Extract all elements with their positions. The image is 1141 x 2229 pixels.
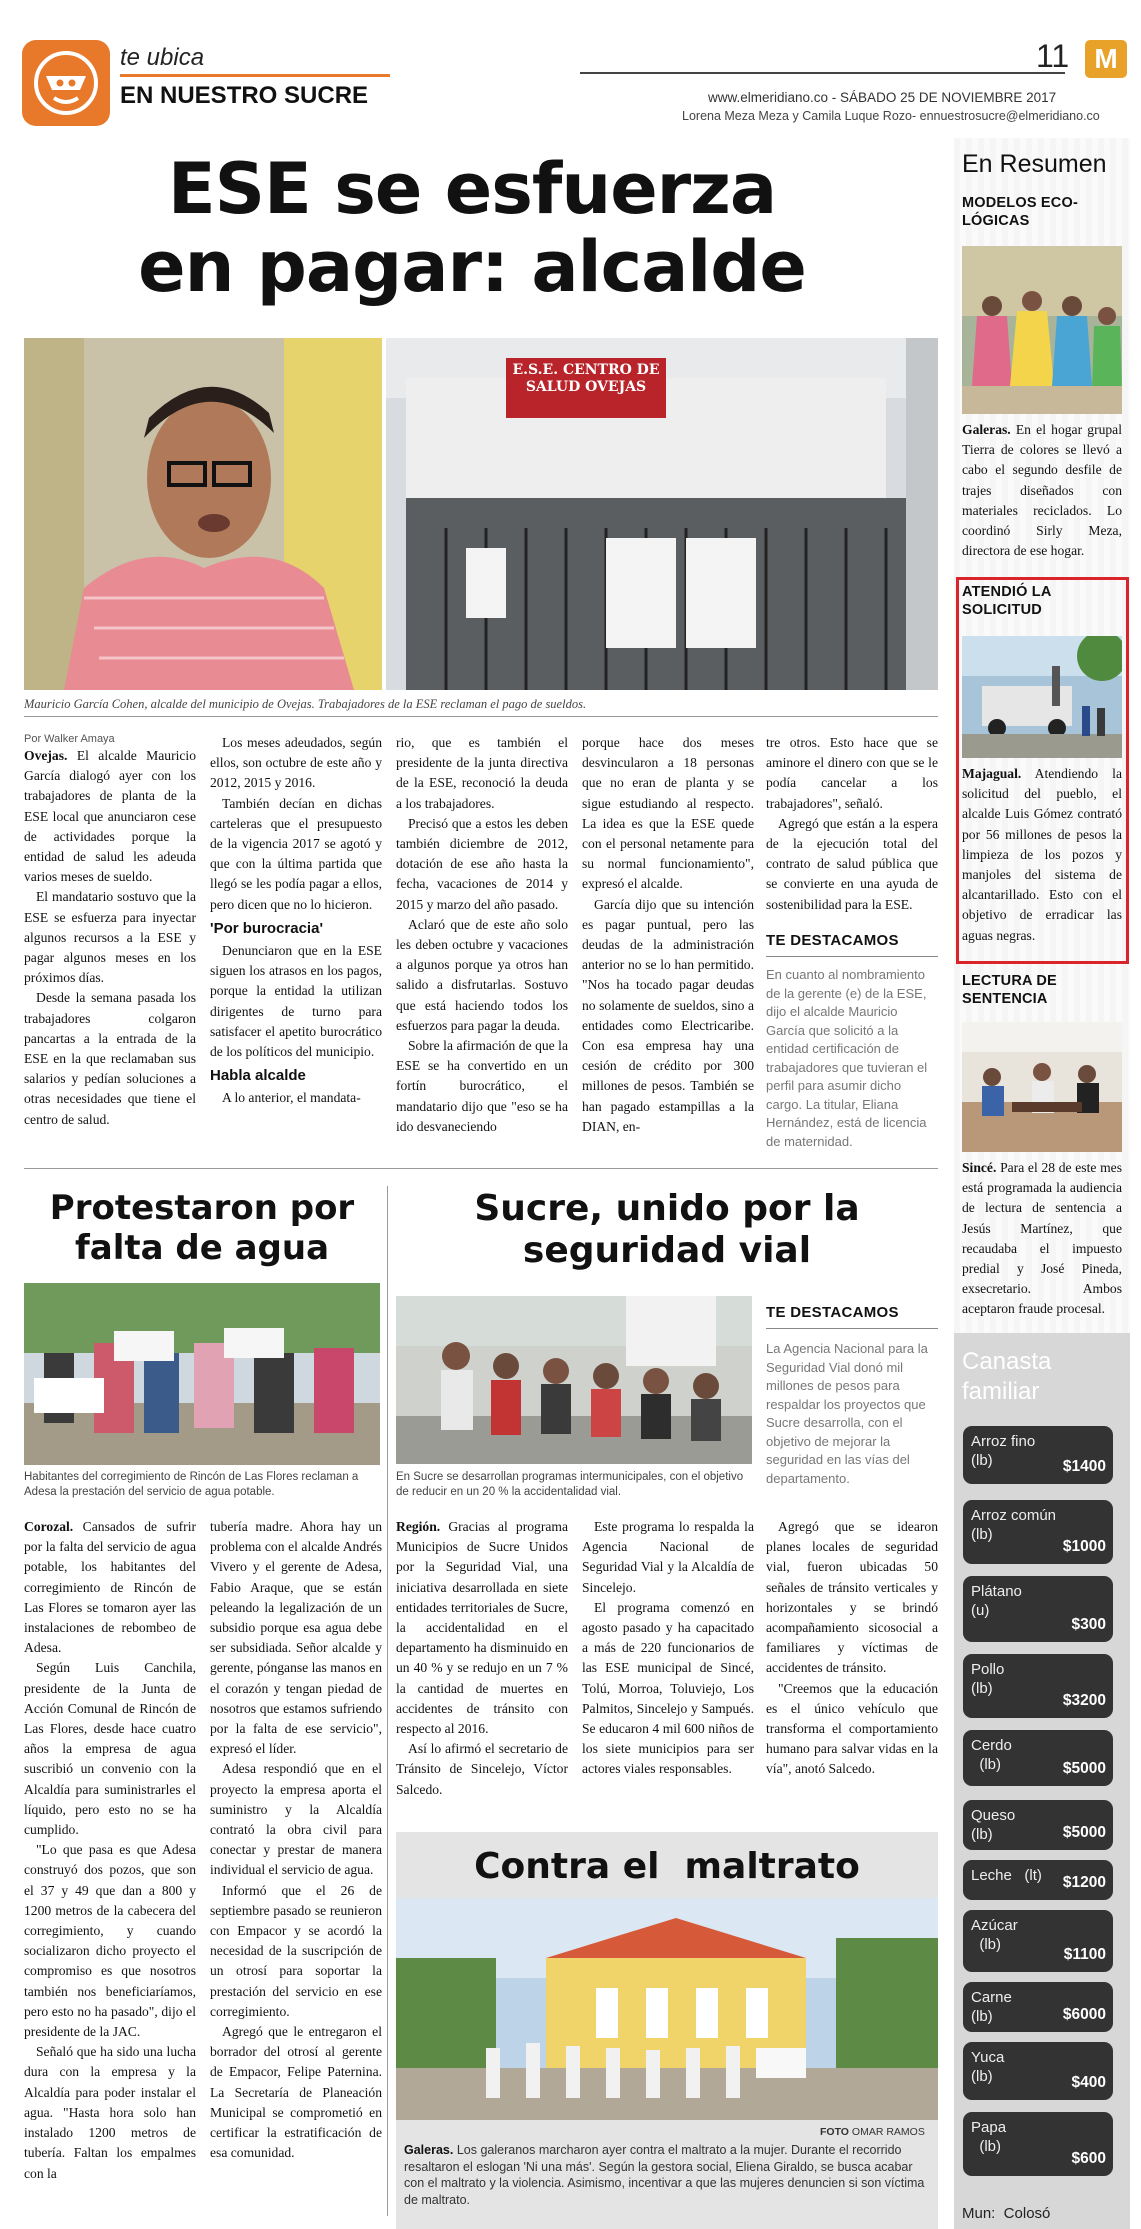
- agua-c2-p3: Informó que el 26 de septiembre pasado se reunieron con Empacor y se acordó la necesidad de la suscripción de un otrosí para soportar la prestación del servicio en ese corregimiento.: [210, 1882, 382, 2019]
- main-caption: Mauricio García Cohen, alcalde del municipio de Ovejas. Trabajadores de la ESE reclaman el pago de sueldos.: [24, 697, 587, 711]
- agua-c1-p4: Señaló que ha sido una lucha dura con la empresa y la Alcaldía para poder instalar el agua. "Hasta hora solo han instalado 1200 metros de tubería. Faltan los empalmes con la: [24, 2044, 196, 2181]
- col1-p1: El alcalde Mauricio García dialogó ayer con los trabajadores de planta de la ESE local que anunciaron cese de actividades porque la entidad de salud les adeuda varios meses de sueldo.: [24, 748, 196, 885]
- top-rule: [580, 72, 1065, 74]
- brief-2-body: Atendiendo la solicitud del pueblo, el alcalde Luis Gómez contrató por 56 millones de pesos la limpieza de los pozos y manjoles del sistema de alcantarillado. Esto con el objetivo de erradicar las aguas negras.: [962, 766, 1122, 943]
- vial-col-3: [766, 1517, 938, 1780]
- dateline-corozal: Corozal.: [24, 1519, 74, 1534]
- price-item-name: Plátano (u): [971, 1583, 1022, 1619]
- price-item-name: Leche (lt): [971, 1867, 1042, 1884]
- price-item: [963, 2112, 1113, 2176]
- vial-title-line-1: Sucre, unido por la: [474, 1188, 860, 1229]
- credit-name: OMAR RAMOS: [851, 2126, 925, 2138]
- col4-p1: porque hace dos meses desvincularon a 18 personas que no eran de planta y se sigue estudiando al respecto. La idea es que la ESE quede con el personal netamente para su normal funcionamiento", expresó el alcalde.: [582, 735, 754, 892]
- price-item-value: $300: [1071, 1616, 1106, 1633]
- agua-c1-p1: Cansados de sufrir por la falta del servicio de agua potable, los habitantes del corregimiento de Rincón de Las Flores se tomaron ayer las instalaciones de rebombeo de Adesa.: [24, 1519, 196, 1656]
- col3-p4: Sobre la afirmación de que la ESE se ha convertido en un fortín burocrático, el mandatario dijo que "eso se ha ido desvaneciendo: [396, 1038, 568, 1134]
- price-item-value: $3200: [1062, 1692, 1106, 1709]
- price-item-value: $5000: [1062, 1760, 1106, 1777]
- vial-c2-p2: El programa comenzó en agosto pasado y ha capacitado a más de 220 funcionarios de las ESE municipal de Sincé, Tolú, Morroa, Toluviejo, Los Palmitos, Sincelejo y Sampués. Se educaron 4 mil 600 niños de los siete municipios para ser actores viales responsables.: [582, 1599, 754, 1777]
- brief-2-title: ATENDIÓ LA SOLICITUD: [962, 584, 1051, 618]
- price-item-value: $5000: [1062, 1824, 1106, 1841]
- sign-line-1: E.S.E. CENTRO DE: [512, 362, 660, 378]
- lower-rule: [24, 1168, 938, 1169]
- price-item: [963, 1910, 1113, 1972]
- dateline-region: Región.: [396, 1519, 441, 1534]
- vial-col-2: [582, 1517, 754, 1780]
- price-item: [963, 1982, 1113, 2032]
- vial-caption: En Sucre se desarrollan programas intermunicipales, con el objetivo de reducir en un 20 % la accidentalidad vial.: [396, 1471, 744, 1498]
- dateline-galeras-brief: Galeras.: [962, 422, 1011, 437]
- price-item: [963, 1860, 1113, 1900]
- brand-logo: [1085, 40, 1127, 78]
- col2-p2: También decían en dichas carteleras que el presupuesto de la vigencia 2017 se agotó y que con la última partida que llegó se les podía pagar a ellos, pero dicen que no lo hicieron.: [210, 795, 382, 912]
- price-item-name: Azúcar (lb): [971, 1917, 1018, 1953]
- clinic-sign: [508, 362, 664, 396]
- brief-3-photo: [962, 1022, 1122, 1152]
- headline-line-1: ESE se esfuerza: [167, 148, 777, 230]
- price-item-value: $1100: [1063, 1946, 1106, 1963]
- col5-p1: tre otros. Esto hace que se aminore el dinero con que se le podía cancelar a los trabajadores", señaló.: [766, 735, 938, 811]
- price-item-value: $1200: [1062, 1874, 1106, 1891]
- price-item-value: $1000: [1062, 1538, 1106, 1555]
- authors: Lorena Meza Meza y Camila Luque Rozo- ennuestrosucre@elmeridiano.co: [682, 109, 1100, 123]
- vial-c1-p2: Así lo afirmó el secretario de Tránsito de Sincelejo, Víctor Salcedo.: [396, 1741, 568, 1797]
- clinic-photo: [386, 338, 938, 690]
- col4-p2: García dijo que su intención es pagar puntual, pero las deudas de la administración anterior no se lo han permitido. "Nos ha tocado pagar deudas no solamente de sueldos, sino a entidades como Electricaribe. Con esa empresa hay una cesión de crédito por 300 millones de pesos. También se han pagado estampillas a la DIAN, en-: [582, 896, 754, 1134]
- maltrato-photo: [396, 1898, 938, 2120]
- brief-3-title: LECTURA DE SENTENCIA: [962, 973, 1057, 1007]
- price-item: [963, 1654, 1113, 1718]
- agua-c1-p2: Según Luis Canchila, presidente de la Junta de Acción Comunal de Rincón de Las Flores, desde hace cuatro años la empresa de agua suscribió un convenio con la Alcaldía para suministrarles el líquido, pero esto no se ha cumplido.: [24, 1660, 196, 1838]
- canasta-title: Canasta familiar: [962, 1348, 1052, 1405]
- price-item: [963, 1500, 1113, 1564]
- vial-destac-rule: [766, 1328, 938, 1329]
- col1-p2: El mandatario sostuvo que la ESE se esfuerza para inyectar algunos recursos a la ESE y pagar algunos meses en los próximos días.: [24, 889, 196, 986]
- canasta-municipality: Mun: Colosó: [962, 2205, 1051, 2222]
- price-item: [963, 1800, 1113, 1850]
- agua-c2-p2: Adesa respondió que en el proyecto la empresa aporta el suministro y la Alcaldía contrató la obra civil para conectar y prestar de manera individual el servicio de agua.: [210, 1761, 382, 1878]
- dateline-since: Sincé.: [962, 1160, 997, 1175]
- dateline-galeras: Galeras.: [404, 2143, 454, 2157]
- agua-title-line-1: Protestaron por: [49, 1188, 355, 1228]
- subhead-alcalde: Habla alcalde: [210, 1067, 306, 1085]
- agua-c2-p1: tubería madre. Ahora hay un problema con el alcalde Andrés Vivero y el gerente de Adesa, Fabio Araque, que se están peleando la legalización de un subsidio porque esa agua debe ser subsidiada. Señor alcalde y gerente, pónganse las manos en el corazón y tengan piedad de nosotros que estamos sufriendo por la falta de ese servicio", expresó el líder.: [210, 1519, 382, 1757]
- vertical-divider: [387, 1186, 388, 2216]
- credit-label: FOTO: [820, 2126, 849, 2138]
- col2-p4: A lo anterior, el mandata-: [222, 1090, 361, 1106]
- price-item: [963, 1730, 1113, 1786]
- price-item: [963, 1576, 1113, 1642]
- main-col-4: [582, 733, 754, 1137]
- vial-c3-p2: "Creemos que la educación es el único vehículo que transforma el comportamiento humano para salvar vidas en la vía", anotó Salcedo.: [766, 1680, 938, 1777]
- vial-destac-title: TE DESTACAMOS: [766, 1304, 899, 1321]
- main-col-3: [396, 733, 568, 1137]
- maltrato-caption-text: Los galeranos marcharon ayer contra el maltrato a la mujer. Durante el recorrido resaltaron el eslogan 'Ni una más'. Según la gestora social, Eliena Giraldo, se busca acabar con el maltrato y la violencia. Asimismo, incentivar a que las mujeres denuncien si son víctima de maltrato.: [404, 2143, 925, 2207]
- main-col-1: [24, 746, 196, 1130]
- byline: Por Walker Amaya: [24, 733, 115, 745]
- maltrato-caption: [404, 2142, 932, 2208]
- price-item-value: $600: [1071, 2150, 1106, 2167]
- agua-photo: [24, 1283, 380, 1465]
- col3-p3: Aclaró que de este año solo les deben octubre y vacaciones a algunos porque ya otros han salido a disfrutarlas. Sostuvo que está haciendo todos los esfuerzos para pagar la deuda.: [396, 916, 568, 1033]
- vial-title-line-2: seguridad vial: [522, 1230, 812, 1271]
- main-headline: [22, 150, 922, 306]
- brief-2-photo: [962, 636, 1122, 758]
- col3-p2: Precisó que a estos les deben también diciembre de 2012, dotación de ese año hasta la fecha, vacaciones de 2014 y 2015 y marzo del año pasado.: [396, 815, 568, 912]
- brief-2-text: [962, 764, 1122, 946]
- price-item-value: $1400: [1062, 1458, 1106, 1475]
- main-destac-text: En cuanto al nombramiento de la gerente (e) de la ESE, dijo el alcalde Mauricio García que solicitó a la entidad certificación de trabajadores que tuvieran el perfil para asumir dicho cargo. La titular, Eliana Hernández, está de licencia de maternidad.: [766, 967, 928, 1149]
- brief-1-text: [962, 420, 1122, 561]
- sign-line-2: SALUD OVEJAS: [525, 379, 647, 395]
- brief-3-body: Para el 28 de este mes está programada la audiencia de lectura de sentencia a Jesús Martínez, que recaudaba el impuesto predial y José Pineda, exsecretario. Ambos aceptaron fraude procesal.: [962, 1160, 1122, 1317]
- vial-title: [396, 1188, 938, 1272]
- headline-line-2: en pagar: alcalde: [138, 226, 806, 308]
- agua-c1-p3: "Lo que pasa es que Adesa construyó dos pozos, que son el 37 y 49 que dan a 800 y 1200 metros de la cabecera del corregimiento, y cuando socializaron dicho proyecto el compromiso es que nosotros también nos beneficiaríamos, pero esto no ha pasado", dijo el presidente de la JAC.: [24, 1842, 196, 2040]
- vial-col-1: [396, 1517, 568, 1800]
- price-item: [963, 2042, 1113, 2100]
- brief-1-photo: [962, 246, 1122, 414]
- brief-3-text: [962, 1158, 1122, 1320]
- main-destac-title: TE DESTACAMOS: [766, 932, 899, 949]
- price-item-value: $6000: [1062, 2006, 1106, 2023]
- subhead-burocracia: 'Por burocracia': [210, 919, 324, 937]
- page-number: 11: [1036, 38, 1070, 74]
- vial-destac-text: La Agencia Nacional para la Seguridad Vial donó mil millones de pesos para respaldar los proyectos que Sucre desarrolla, con el objetivo de mejorar la seguridad en las vías del departamento.: [766, 1341, 928, 1486]
- agua-title: [22, 1188, 382, 1268]
- col1-p3: Desde la semana pasada los trabajadores colgaron pancartas a la entrada de la ESE en la que reclamaban sus salarios y pedían soluciones a otras necesidades que tiene el centro de salud.: [24, 990, 196, 1127]
- price-item-name: Carne (lb): [971, 1989, 1012, 2025]
- agua-title-line-2: falta de agua: [74, 1228, 330, 1268]
- vial-c3-p1: Agregó que se idearon planes locales de seguridad vial, fueron ubicadas 50 señales de tránsito verticales y horizontales y se brindó acompañamiento sicosocial a familiares y víctimas de accidentes de tránsito.: [766, 1519, 938, 1676]
- maltrato-credit: [820, 2126, 925, 2138]
- section-big-title: EN NUESTRO SUCRE: [120, 82, 369, 109]
- section-small-title: te ubica: [120, 44, 205, 71]
- price-item-name: Arroz común (lb): [971, 1507, 1057, 1543]
- main-col-2: [210, 733, 382, 1109]
- agua-col-1: [24, 1517, 196, 2184]
- main-rule: [24, 716, 938, 717]
- price-item-value: $400: [1071, 2074, 1106, 2091]
- mayor-photo: [24, 338, 382, 690]
- dateline-majagual: Majagual.: [962, 766, 1022, 781]
- col2-p1: Los meses adeudados, según ellos, son octubre de este año y 2012, 2015 y 2016.: [210, 735, 382, 791]
- price-item-name: Papa (lb): [971, 2119, 1007, 2155]
- col2-p3: Denunciaron que en la ESE siguen los atrasos en los pagos, porque la entidad la utilizan dirigentes de turno para satisfacer el apetito burocrático de los políticos del municipio.: [210, 943, 382, 1060]
- vial-c1-p1: Gracias al programa Municipios de Sucre Unidos por la Seguridad Vial, una iniciativa desarrollada en siete entidades territoriales de Sucre, la accidentalidad en el departamento ha disminuido en un 40 % y se redujo en un 7 % la cantidad de muertes en accidentes de tránsito con respecto al 2016.: [396, 1519, 568, 1737]
- maltrato-title: Contra el maltrato: [474, 1846, 860, 1887]
- col5-p2: Agregó que están a la espera de la ejecución total del contrato de salud pública que se convierte en una ayuda de sostenibilidad para la ESE.: [766, 815, 938, 912]
- dateline: www.elmeridiano.co - SÁBADO 25 DE NOVIEMBRE 2017: [708, 90, 1057, 105]
- agua-c2-p4: Agregó que le entregaron el borrador del otrosí al gerente de Empacor, Felipe Paternina. La Secretaría de Planeación Municipal se comprometió en certificar la estratificación de esa comunidad.: [210, 2024, 382, 2161]
- price-item-name: Yuca (lb): [971, 2049, 1005, 2085]
- vial-photo: [396, 1296, 752, 1464]
- brief-1-body: En el hogar grupal Tierra de colores se llevó a cabo el segundo desfile de trajes diseñados con materiales reciclados. Lo coordinó Sirly Meza, directora de ese hogar.: [962, 422, 1122, 559]
- section-logo: [22, 40, 110, 126]
- agua-caption: Habitantes del corregimiento de Rincón de Las Flores reclaman a Adesa la prestación del servicio de agua potable.: [24, 1471, 359, 1498]
- price-item: [963, 1426, 1113, 1484]
- agua-col-2: [210, 1517, 382, 2164]
- price-item-name: Pollo (lb): [971, 1661, 1005, 1697]
- dateline-ovejas: Ovejas.: [24, 748, 68, 763]
- sidebar-title: En Resumen: [962, 150, 1107, 178]
- price-item-name: Arroz fino (lb): [971, 1433, 1036, 1469]
- price-item-name: Cerdo (lb): [971, 1737, 1012, 1773]
- vial-c2-p1: Este programa lo respalda la Agencia Nacional de Seguridad Vial y la Alcaldía de Sincelejo.: [582, 1519, 754, 1595]
- price-item-name: Queso (lb): [971, 1807, 1016, 1843]
- col3-p1: rio, que es también el presidente de la junta directiva de la ESE, reconoció la deuda a los trabajadores.: [396, 735, 568, 811]
- brief-1-title: MODELOS ECO-LÓGICAS: [962, 195, 1078, 229]
- main-destac-rule: [766, 956, 938, 957]
- main-col-5: [766, 733, 938, 915]
- location-pin-icon: [22, 40, 110, 126]
- section-rule: [120, 74, 390, 77]
- brand-letter: M: [1094, 43, 1118, 74]
